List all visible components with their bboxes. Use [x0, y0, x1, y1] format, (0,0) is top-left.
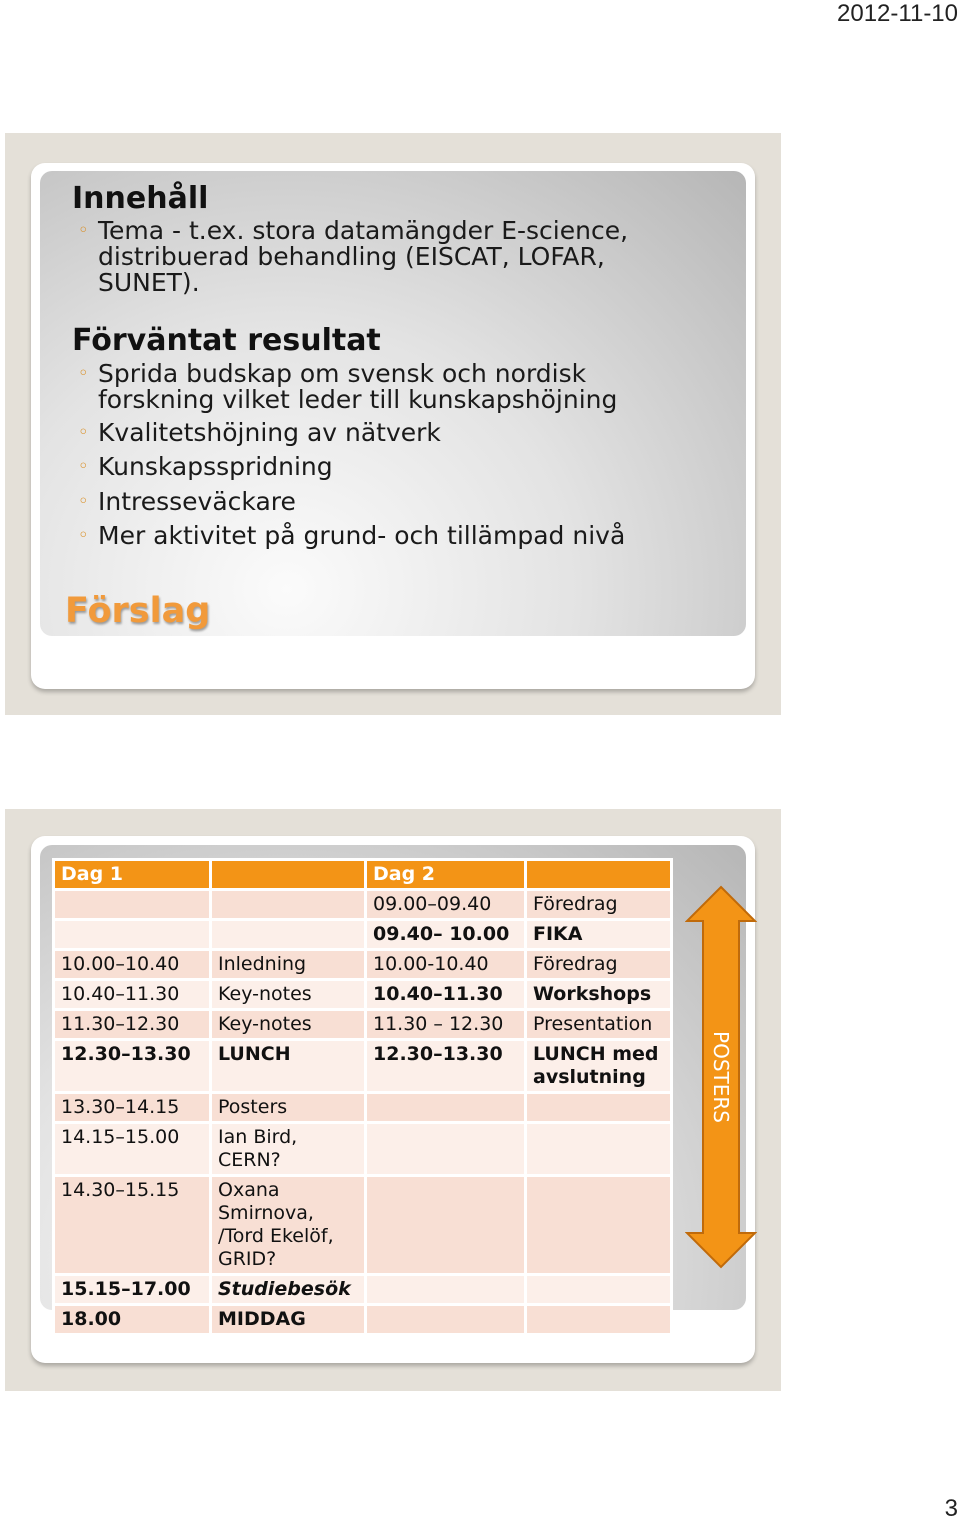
table-cell: [211, 920, 366, 950]
bullet-text: Kunskapsspridning: [98, 452, 333, 481]
table-row: [54, 1176, 672, 1275]
bullet-marker-icon: ◦: [78, 456, 89, 477]
table-row: [54, 1123, 672, 1176]
table-cell: Workshops: [526, 980, 672, 1010]
table-row: [54, 1093, 672, 1123]
table-cell: MIDDAG: [211, 1305, 366, 1335]
table-cell: Presentation: [526, 1010, 672, 1040]
table-cell: 09.00–09.40: [366, 890, 526, 920]
header-dag-1: Dag 1: [54, 860, 211, 890]
arrow-label-posters: POSTERS: [709, 1031, 733, 1123]
slide-2: [5, 809, 781, 1391]
bullet-text: Tema - t.ex. stora datamängder E-science, distribuerad behandling (EISCAT, LOFAR, SUNET).: [98, 216, 629, 297]
table-cell: 10.00-10.40: [366, 950, 526, 980]
bullet-marker-icon: ◦: [78, 363, 89, 384]
table-row: [54, 950, 672, 980]
slide-title-forslag: Förslag: [65, 591, 211, 631]
table-cell: 18.00: [54, 1305, 211, 1335]
table-cell: 14.30–15.15: [54, 1176, 211, 1275]
table-row: [54, 920, 672, 950]
table-cell: [366, 1275, 526, 1305]
table-cell: [526, 1123, 672, 1176]
table-cell: LUNCH: [211, 1040, 366, 1093]
table-row: [54, 1275, 672, 1305]
table-cell: 12.30–13.30: [366, 1040, 526, 1093]
bullet-sprida: [78, 359, 618, 414]
table-cell: [366, 1093, 526, 1123]
bullet-kunskap: [78, 452, 333, 481]
bullet-text: Intresseväckare: [98, 487, 296, 516]
table-cell: [54, 920, 211, 950]
slide-1-card: [31, 163, 755, 689]
bullet-aktivitet: [78, 521, 626, 550]
heading-forvantat-resultat: Förväntat resultat: [72, 323, 381, 358]
table-row: [54, 1010, 672, 1040]
table-row: [54, 1305, 672, 1335]
header-date: 2012-11-10: [837, 0, 958, 27]
table-cell: 14.15–15.00: [54, 1123, 211, 1176]
table-cell: [211, 890, 366, 920]
table-row: [54, 980, 672, 1010]
table-cell: [526, 1093, 672, 1123]
table-cell: Inledning: [211, 950, 366, 980]
table-cell: [366, 1123, 526, 1176]
table-cell: [526, 1176, 672, 1275]
table-cell: 10.40–11.30: [366, 980, 526, 1010]
bullet-text: Sprida budskap om svensk och nordisk forskning vilket leder till kunskapshöjning: [98, 359, 618, 414]
page-number: 3: [944, 1495, 958, 1522]
table-cell: 11.30 – 12.30: [366, 1010, 526, 1040]
bullet-intresse: [78, 487, 296, 516]
bullet-text: Kvalitetshöjning av nätverk: [98, 418, 441, 447]
table-cell: Posters: [211, 1093, 366, 1123]
table-cell: 11.30–12.30: [54, 1010, 211, 1040]
table-cell: Ian Bird, CERN?: [211, 1123, 366, 1176]
table-cell: 15.15–17.00: [54, 1275, 211, 1305]
header-cell: [526, 860, 672, 890]
table-cell: Föredrag: [526, 890, 672, 920]
table-cell: 10.40–11.30: [54, 980, 211, 1010]
table-cell: Föredrag: [526, 950, 672, 980]
bullet-kvalitet: [78, 418, 441, 447]
table-row: [54, 1040, 672, 1093]
slide-2-background: [40, 845, 746, 1330]
table-cell: Studiebesök: [211, 1275, 366, 1305]
heading-innehall: Innehåll: [72, 181, 209, 216]
table-cell: [54, 890, 211, 920]
table-cell: Key-notes: [211, 1010, 366, 1040]
table-cell: 13.30–14.15: [54, 1093, 211, 1123]
table-cell: [366, 1305, 526, 1335]
slide-1: [5, 133, 781, 715]
bullet-text: Mer aktivitet på grund- och tillämpad nivå: [98, 521, 626, 550]
table-cell: [526, 1305, 672, 1335]
table-row: [54, 890, 672, 920]
bullet-marker-icon: ◦: [78, 491, 89, 512]
slide-1-background: [40, 171, 746, 636]
table-cell: [526, 1275, 672, 1305]
table-cell: 12.30–13.30: [54, 1040, 211, 1093]
slide-2-card: [31, 836, 755, 1363]
table-cell: 09.40– 10.00: [366, 920, 526, 950]
schedule-table: [52, 858, 673, 1336]
table-cell: [366, 1176, 526, 1275]
table-header-row: [54, 860, 672, 890]
bullet-marker-icon: ◦: [78, 422, 89, 443]
header-dag-2: Dag 2: [366, 860, 526, 890]
bullet-marker-icon: ◦: [78, 220, 89, 241]
table-cell: 10.00–10.40: [54, 950, 211, 980]
bullet-tema: [78, 216, 629, 297]
table-cell: Oxana Smirnova, /Tord Ekelöf, GRID?: [211, 1176, 366, 1275]
table-cell: FIKA: [526, 920, 672, 950]
table-cell: Key-notes: [211, 980, 366, 1010]
table-cell: LUNCH med avslutning: [526, 1040, 672, 1093]
bullet-marker-icon: ◦: [78, 525, 89, 546]
header-cell: [211, 860, 366, 890]
